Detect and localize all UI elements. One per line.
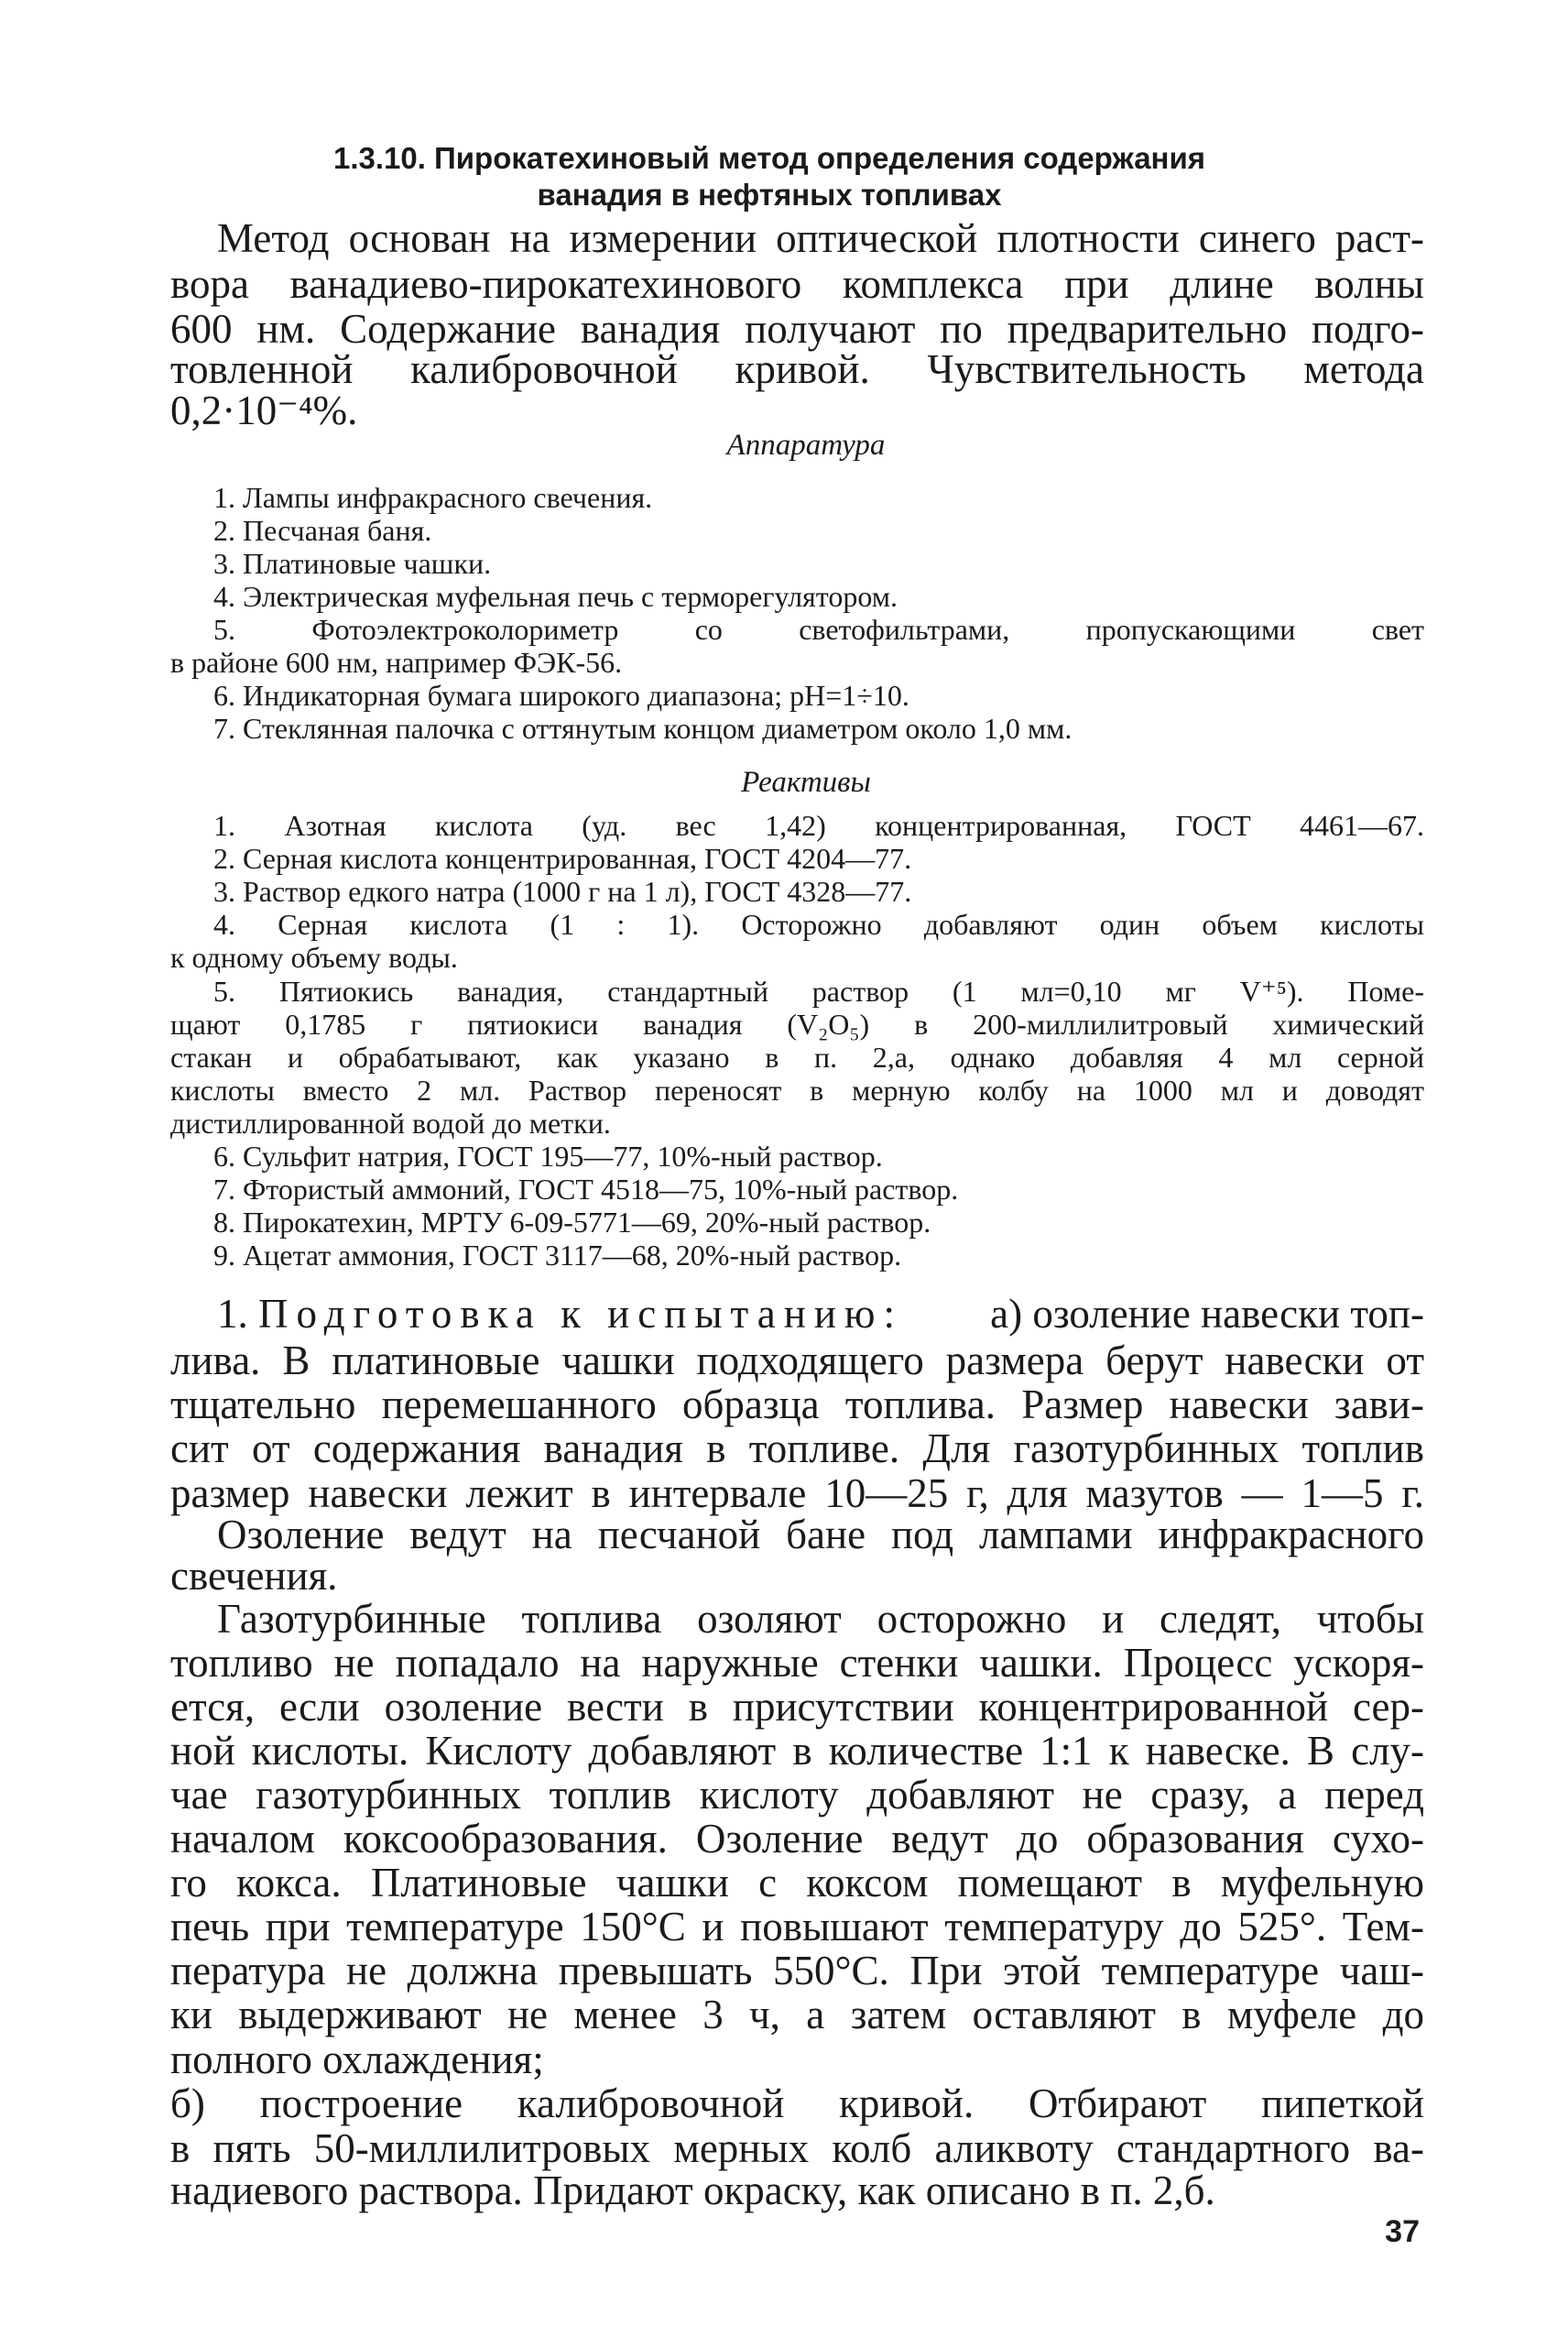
reagent-item: 2. Серная кислота концентрированная, ГОСТ 4204—77. xyxy=(213,842,912,875)
procedure-line: Озоление ведут на песчаной бане под лампами инфракрасного xyxy=(217,1512,1424,1557)
reagent-item: кислоты вместо 2 мл. Раствор переносят в мерную колбу на 1000 мл и доводят xyxy=(170,1074,1424,1107)
procedure-line: б) построение калибровочной кривой. Отбирают пипеткой xyxy=(170,2080,1424,2126)
apparatus-item: 6. Индикаторная бумага широкого диапазона; pH=1÷10. xyxy=(213,679,909,712)
procedure-line: надиевого раствора. Придают окраску, как описано в п. 2,б. xyxy=(170,2168,1215,2213)
procedure-step-title: Подготовка к испытанию: xyxy=(258,1291,904,1337)
procedure-line: чае газотурбинных топлив кислоту добавляют не сразу, а перед xyxy=(170,1772,1424,1818)
apparatus-item: 5. Фотоэлектроколориметр со светофильтрами, пропускающими свет xyxy=(213,613,1424,646)
reagent-item: 9. Ацетат аммония, ГОСТ 3117—68, 20%-ный раствор. xyxy=(213,1239,902,1272)
apparatus-item: 3. Платиновые чашки. xyxy=(213,547,492,580)
reagent-item: 5. Пятиокись ванадия, стандартный раствор (1 мл=0,10 мг V⁺⁵). Поме- xyxy=(213,975,1424,1008)
procedure-line: го кокса. Платиновые чашки с коксом помещают в муфельную xyxy=(170,1860,1424,1906)
procedure-line: размер навески лежит в интервале 10—25 г, для мазутов — 1—5 г. xyxy=(170,1470,1424,1516)
procedure-line: в пять 50-миллилитровых мерных колб аликвоту стандартного ва- xyxy=(170,2125,1424,2171)
section-heading-line-1: 1.3.10. Пирокатехиновый метод определения содержания xyxy=(332,141,1206,175)
section-heading-line-2: ванадия в нефтяных топливах xyxy=(537,178,1002,212)
intro-line: 600 нм. Содержание ванадия получают по предварительно подго- xyxy=(170,306,1424,352)
procedure-line: ется, если озоление вести в присутствии концентрированной сер- xyxy=(170,1684,1424,1730)
procedure-line: полного охлаждения; xyxy=(170,2037,544,2082)
intro-line: Метод основан на измерении оптической плотности синего раст- xyxy=(217,215,1424,261)
apparatus-item: 2. Песчаная баня. xyxy=(213,514,432,547)
procedure-line: пература не должна превышать 550°С. При этой температуре чаш- xyxy=(170,1948,1424,1993)
procedure-lead-line xyxy=(217,1291,1424,1337)
apparatus-item: в районе 600 нм, например ФЭК-56. xyxy=(170,646,623,679)
procedure-step-number: 1. xyxy=(217,1291,248,1337)
procedure-line: тщательно перемешанного образца топлива. Размер навески зави- xyxy=(170,1381,1424,1427)
procedure-line: ки выдерживают не менее 3 ч, а затем оставляют в муфеле до xyxy=(170,1992,1424,2037)
reagents-title: Реактивы xyxy=(741,766,871,799)
reagent-item: щают 0,1785 г пятиокиси ванадия (V₂O₅) в 200-миллилитровый химический xyxy=(170,1008,1424,1041)
reagent-item: дистиллированной водой до метки. xyxy=(170,1107,611,1140)
reagent-item: 1. Азотная кислота (уд. вес 1,42) концентрированная, ГОСТ 4461—67. xyxy=(213,809,1424,842)
section-heading xyxy=(220,140,1319,213)
procedure-line: печь при температуре 150°С и повышают температуру до 525°. Тем- xyxy=(170,1904,1424,1949)
apparatus-item: 1. Лампы инфракрасного свечения. xyxy=(213,481,653,514)
apparatus-item: 7. Стеклянная палочка с оттянутым концом диаметром около 1,0 мм. xyxy=(213,712,1073,745)
procedure-line: лива. В платиновые чашки подходящего размера берут навески от xyxy=(170,1338,1424,1383)
procedure-line: началом коксообразования. Озоление ведут до образования сухо- xyxy=(170,1816,1424,1862)
reagent-item: 7. Фтористый аммоний, ГОСТ 4518—75, 10%-ный раствор. xyxy=(213,1173,959,1206)
reagent-item: 8. Пирокатехин, МРТУ 6-09-5771—69, 20%-ный раствор. xyxy=(213,1206,931,1239)
apparatus-title: Аппаратура xyxy=(726,429,886,462)
reagent-item: 6. Сульфит натрия, ГОСТ 195—77, 10%-ный раствор. xyxy=(213,1140,883,1173)
procedure-step-lead-text: а) озоление навески топ- xyxy=(990,1291,1424,1337)
reagent-item: стакан и обрабатывают, как указано в п. 2,а, однако добавляя 4 мл серной xyxy=(170,1041,1424,1074)
procedure-line: Газотурбинные топлива озоляют осторожно и следят, чтобы xyxy=(217,1596,1424,1642)
procedure-line: топливо не попадало на наружные стенки чашки. Процесс ускоря- xyxy=(170,1640,1424,1686)
procedure-line: свечения. xyxy=(170,1553,338,1599)
intro-line: вора ванадиево-пирокатехинового комплекса при длине волны xyxy=(170,261,1424,307)
intro-line: 0,2·10⁻⁴%. xyxy=(170,388,358,433)
apparatus-item: 4. Электрическая муфельная печь с терморегулятором. xyxy=(213,580,898,613)
reagent-item: 4. Серная кислота (1 : 1). Осторожно добавляют один объем кислоты xyxy=(213,908,1424,941)
page-number: 37 xyxy=(1385,2214,1420,2249)
intro-line: товленной калибровочной кривой. Чувствительность метода xyxy=(170,346,1424,392)
procedure-line: сит от содержания ванадия в топливе. Для газотурбинных топлив xyxy=(170,1425,1424,1471)
procedure-line: ной кислоты. Кислоту добавляют в количестве 1:1 к навеске. В слу- xyxy=(170,1728,1424,1774)
reagent-item: 3. Раствор едкого натра (1000 г на 1 л), ГОСТ 4328—77. xyxy=(213,875,912,908)
reagent-item: к одному объему воды. xyxy=(170,941,458,974)
